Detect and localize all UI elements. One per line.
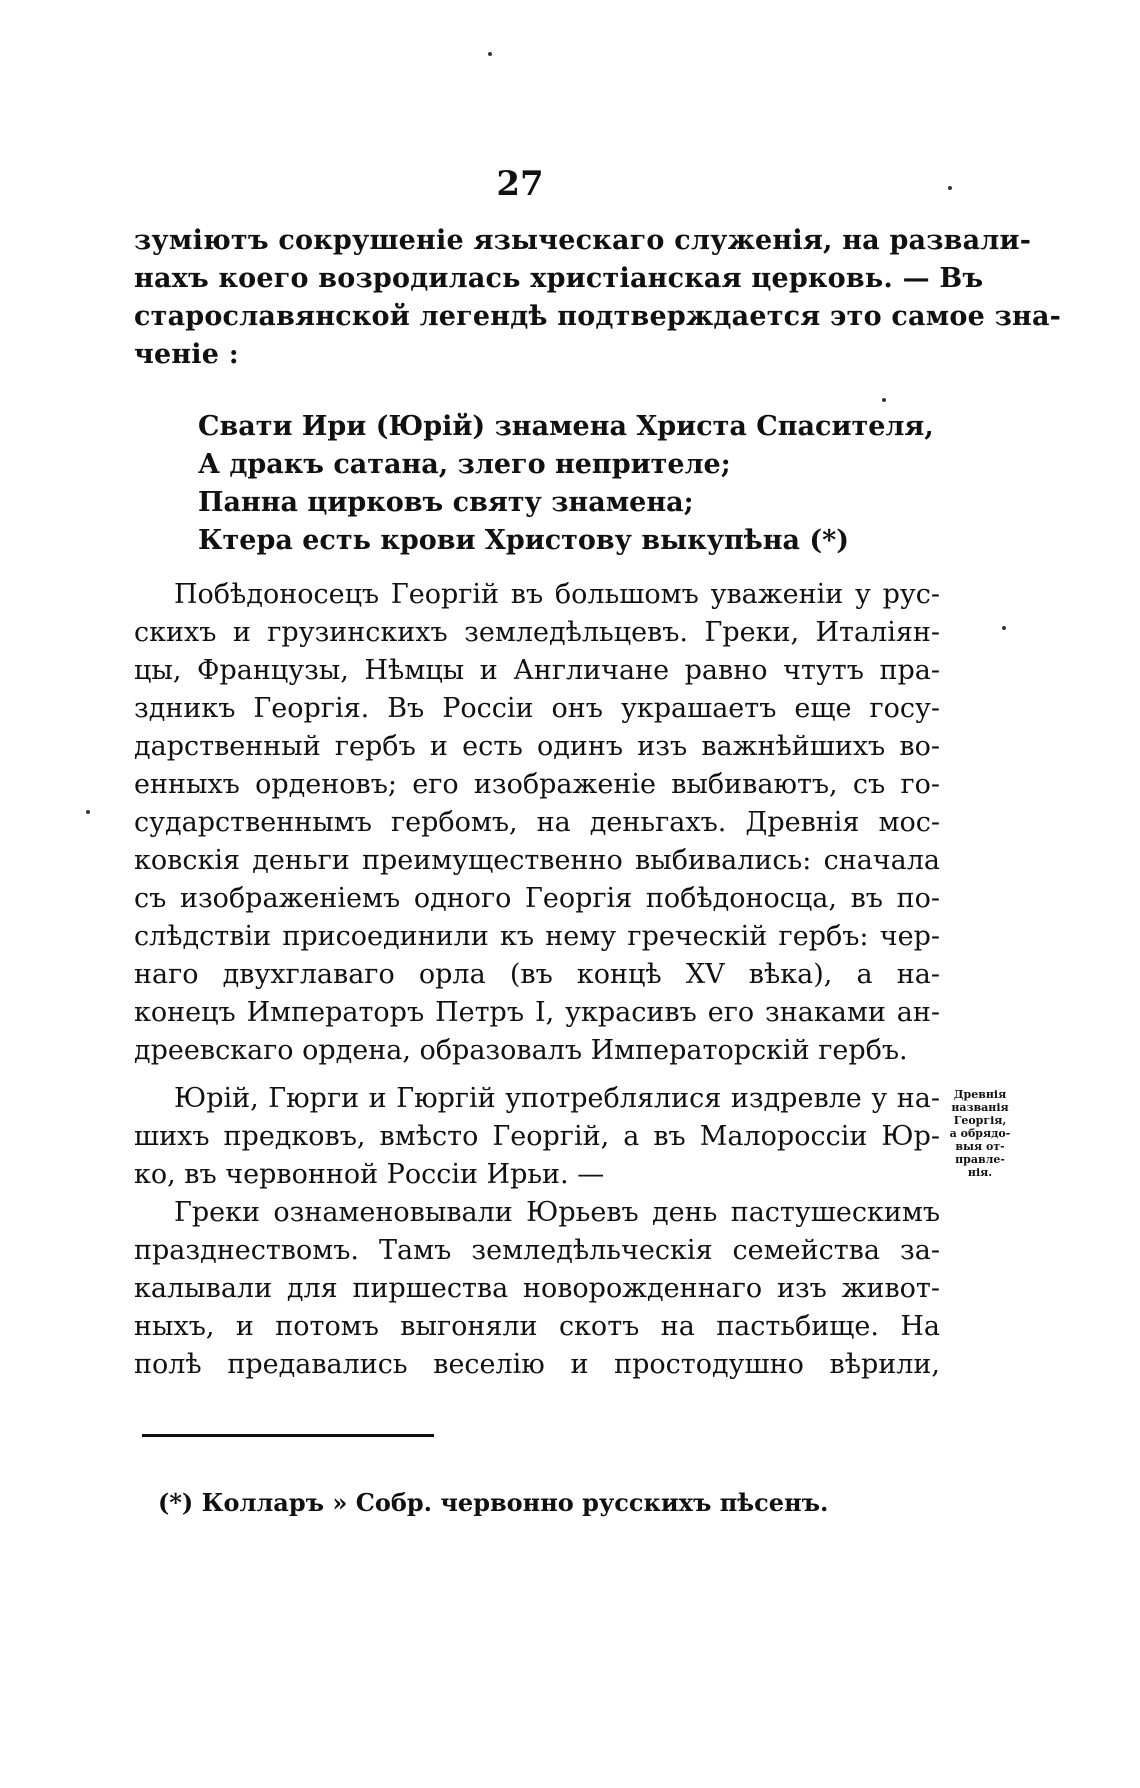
scan-speck (1002, 626, 1006, 630)
text-line: здникъ Георгія. Въ Россіи онъ украшаетъ еще госу- (134, 693, 940, 724)
text-line: дреевскаго ордена, образовалъ Императорскій гербъ. (134, 1035, 908, 1066)
poem-line: Свати Ири (Юрій) знамена Христа Спасителя, (198, 411, 934, 442)
scan-speck (882, 398, 886, 402)
text-line: зуміютъ сокрушеніе языческаго служенія, на развали- (134, 225, 1032, 256)
text-line: Побѣдоносецъ Георгій въ большомъ уваженіи у рус- (174, 579, 940, 610)
scan-speck (488, 52, 492, 56)
margin-note-line: Древнія (953, 1088, 1007, 1101)
text-line: калывали для пиршества новорожденнаго изъ живот- (134, 1273, 940, 1304)
text-line: Греки ознаменовывали Юрьевъ день пастушескимъ (174, 1197, 940, 1228)
margin-note-line: а обрядо- (949, 1127, 1011, 1140)
paragraph-greeks (134, 1194, 940, 1384)
text-line: сударственнымъ гербомъ, на деньгахъ. Древнія мос- (134, 807, 940, 838)
text-line: конецъ Императоръ Петръ I, украсивъ его знаками ан- (134, 997, 940, 1028)
poem-line: А дракъ сатана, злего непрителе; (198, 449, 731, 480)
text-line: наго двухглаваго орла (въ концѣ XV вѣка), а на- (134, 959, 940, 990)
text-line: шихъ предковъ, вмѣсто Георгій, а въ Малороссіи Юр- (134, 1121, 940, 1152)
page-number: 27 (496, 164, 544, 204)
scan-speck (86, 810, 90, 814)
margin-note-line: нія. (967, 1166, 993, 1179)
intro-paragraph (134, 222, 1062, 374)
text-line: Юрій, Гюрги и Гюргій употреблялися издревле у на- (174, 1083, 940, 1114)
text-line: слѣдствіи присоединили къ нему греческій гербъ: чер- (134, 921, 940, 952)
poem-line: Ктера есть крови Христову выкупѣна (*) (198, 525, 850, 556)
text-line: цы, Французы, Нѣмцы и Англичане равно чтутъ пра- (134, 655, 940, 686)
paragraph-george (134, 576, 940, 1070)
footnote: (*) Колларъ » Собр. червонно русскихъ пѣсенъ. (158, 1488, 829, 1517)
paragraph-names (134, 1080, 940, 1194)
margin-note (944, 1088, 1016, 1179)
margin-note-line: выя от- (955, 1140, 1005, 1153)
text-line: нахъ коего возродилась христіанская церковь. — Въ (134, 263, 984, 294)
poem-quote (198, 408, 934, 560)
margin-note-line: названія (951, 1101, 1009, 1114)
poem-line: Панна цирковъ святу знамена; (198, 487, 694, 518)
margin-note-line: Георгія, (953, 1114, 1007, 1127)
scan-speck (948, 186, 952, 190)
footnote-rule (142, 1434, 434, 1437)
text-line: старославянской легендѣ подтверждается это самое зна- (134, 301, 1062, 332)
text-line: полѣ предавались веселію и простодушно вѣрили, (134, 1349, 940, 1380)
text-line: дарственный гербъ и есть одинъ изъ важнѣйшихъ во- (134, 731, 940, 762)
text-line: енныхъ орденовъ; его изображеніе выбиваютъ, съ го- (134, 769, 940, 800)
text-line: ковскія деньги преимущественно выбивались: сначала (134, 845, 940, 876)
text-line: ченіе : (134, 339, 239, 370)
text-line: ныхъ, и потомъ выгоняли скотъ на пастьбище. На (134, 1311, 940, 1342)
margin-note-line: правле- (955, 1153, 1005, 1166)
text-line: ко, въ червонной Россіи Ирьи. — (134, 1159, 605, 1190)
text-line: съ изображеніемъ одного Георгія побѣдоносца, въ по- (134, 883, 940, 914)
text-line: скихъ и грузинскихъ земледѣльцевъ. Греки, Италіян- (134, 617, 940, 648)
text-line: празднествомъ. Тамъ земледѣльческія семейства за- (134, 1235, 940, 1266)
